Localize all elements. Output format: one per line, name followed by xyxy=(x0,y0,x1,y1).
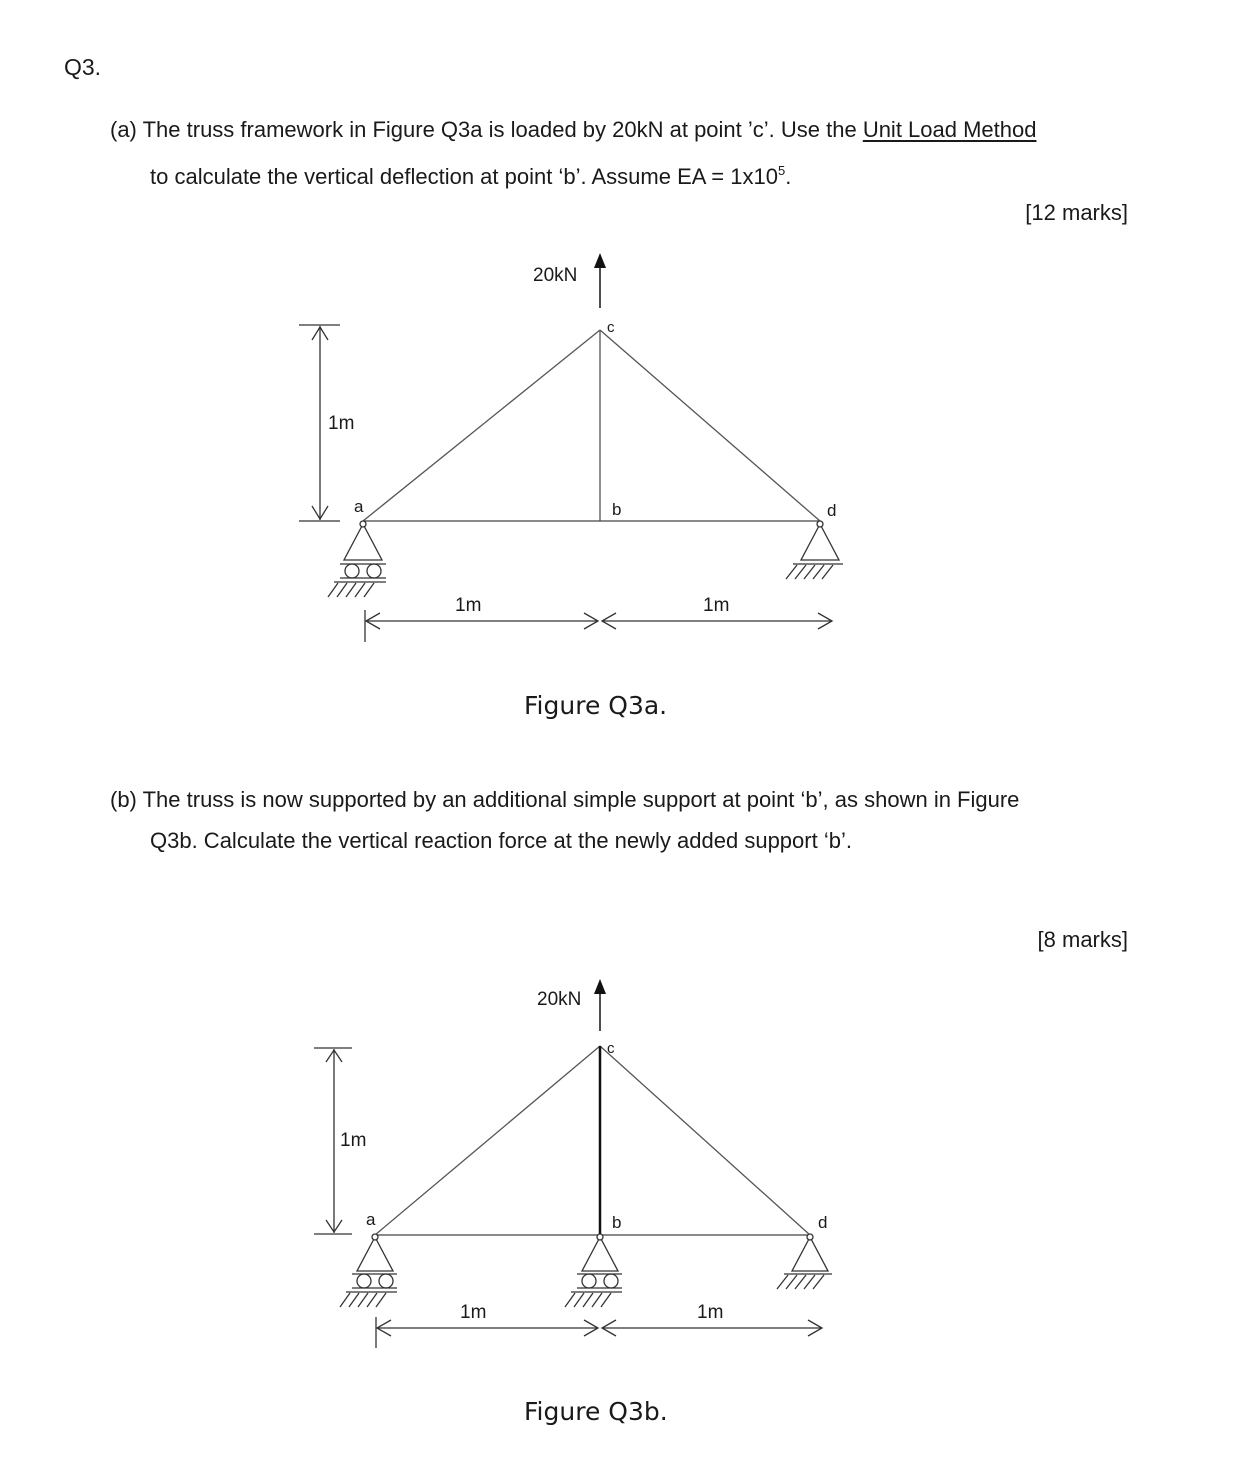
load-arrow-icon xyxy=(594,979,606,1031)
pin-support-icon-d xyxy=(777,1234,832,1289)
node-b-label: b xyxy=(612,500,622,519)
roller-support-icon-a xyxy=(328,521,386,597)
figure-q3a-caption: Figure Q3a. xyxy=(524,691,668,720)
load-arrow-icon xyxy=(594,253,606,308)
figure-q3b-diagram xyxy=(0,970,1244,1370)
ea-exponent: 5 xyxy=(777,163,786,178)
unit-load-method-term: Unit Load Method xyxy=(862,117,1037,142)
span-dimension xyxy=(376,1317,822,1348)
span-right-label: 1m xyxy=(703,595,730,616)
node-a-label: a xyxy=(354,497,364,516)
member-ac xyxy=(363,330,600,521)
part-a-line-2-end: . xyxy=(785,164,792,189)
member-cd xyxy=(600,1046,810,1235)
question-number: Q3. xyxy=(64,54,102,80)
member-cd xyxy=(600,330,820,521)
part-a-line-1 xyxy=(110,119,1036,141)
part-b-marks: [8 marks] xyxy=(1037,927,1128,952)
pin-support-icon-d xyxy=(786,521,843,579)
height-label: 1m xyxy=(340,1130,367,1151)
part-a-marks: [12 marks] xyxy=(1025,200,1128,225)
span-dimension xyxy=(365,610,832,642)
part-a-line-2 xyxy=(150,160,791,188)
span-left-label: 1m xyxy=(455,595,482,616)
roller-support-icon-a xyxy=(340,1234,397,1307)
truss-members xyxy=(363,330,820,521)
part-a-line-2-text: to calculate the vertical deflection at point ‘b’. Assume EA = 1x10 xyxy=(150,164,778,189)
node-b-label: b xyxy=(612,1213,622,1232)
member-ac xyxy=(375,1046,600,1235)
part-a-line-1-text: (a) The truss framework in Figure Q3a is loaded by 20kN at point ’c’. Use the xyxy=(110,117,863,142)
load-label: 20kN xyxy=(537,989,582,1010)
part-b-line-2: Q3b. Calculate the vertical reaction force at the newly added support ‘b’. xyxy=(150,828,852,853)
part-b-line-1: (b) The truss is now supported by an additional simple support at point ‘b’, as shown in Figure xyxy=(110,787,1020,812)
roller-support-icon-b xyxy=(565,1234,622,1307)
truss-members xyxy=(375,1046,810,1235)
node-a-label: a xyxy=(366,1210,376,1229)
load-label: 20kN xyxy=(533,265,578,286)
node-d-label: d xyxy=(818,1213,828,1232)
figure-q3a-diagram xyxy=(0,245,1244,645)
span-left-label: 1m xyxy=(460,1302,487,1323)
figure-q3b-caption: Figure Q3b. xyxy=(524,1397,668,1426)
node-d-label: d xyxy=(827,501,837,520)
node-c-label: c xyxy=(607,1040,615,1057)
node-c-label: c xyxy=(607,319,615,336)
height-label: 1m xyxy=(328,413,355,434)
span-right-label: 1m xyxy=(697,1302,724,1323)
